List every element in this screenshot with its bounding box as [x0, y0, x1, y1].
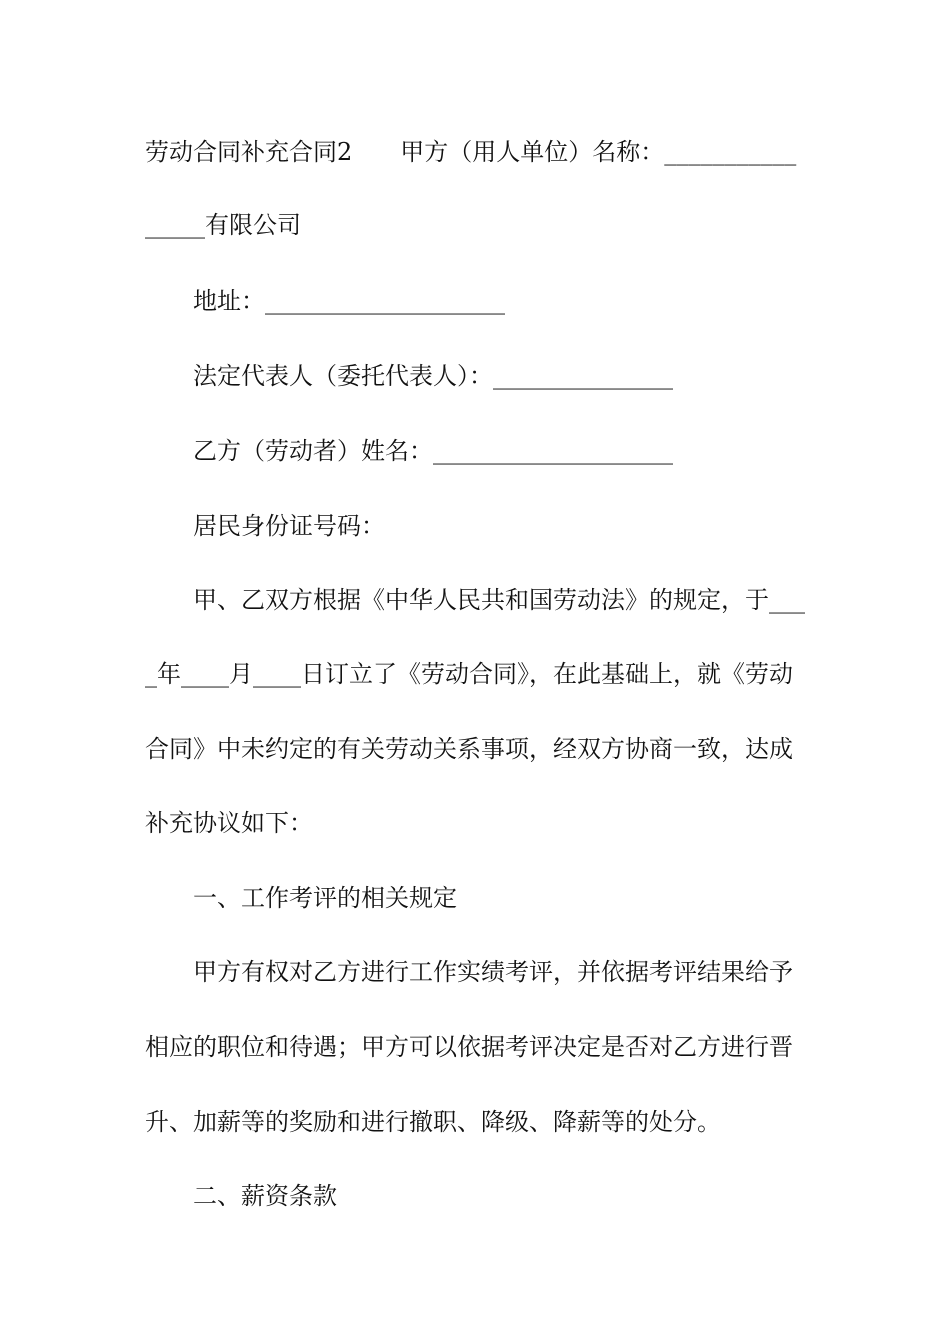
title-and-party-a-name-line: 劳动合同补充合同2 甲方（用人单位）名称：___________: [145, 138, 797, 166]
address-line: 地址：____________________: [193, 287, 505, 315]
section-1-heading: 一、工作考评的相关规定: [193, 884, 457, 912]
preamble-line-3: 合同》中未约定的有关劳动关系事项，经双方协商一致，达成: [145, 735, 793, 763]
section-1-paragraph-line-1: 甲方有权对乙方进行工作实绩考评，并依据考评结果给予: [193, 958, 793, 986]
legal-representative-line: 法定代表人（委托代表人）：_______________: [193, 362, 673, 390]
preamble-line-2: _年____月____日订立了《劳动合同》，在此基础上，就《劳动: [145, 660, 793, 688]
id-number-line: 居民身份证号码：: [193, 512, 385, 540]
preamble-line-1: 甲、乙双方根据《中华人民共和国劳动法》的规定，于___: [193, 586, 805, 614]
section-1-paragraph-line-3: 升、加薪等的奖励和进行撤职、降级、降薪等的处分。: [145, 1108, 721, 1136]
section-1-paragraph-line-2: 相应的职位和待遇；甲方可以依据考评决定是否对乙方进行晋: [145, 1033, 793, 1061]
preamble-line-4: 补充协议如下：: [145, 809, 313, 837]
party-b-name-line: 乙方（劳动者）姓名：____________________: [193, 437, 673, 465]
party-a-company-line: _____有限公司: [145, 211, 301, 239]
section-2-heading: 二、薪资条款: [193, 1182, 337, 1210]
